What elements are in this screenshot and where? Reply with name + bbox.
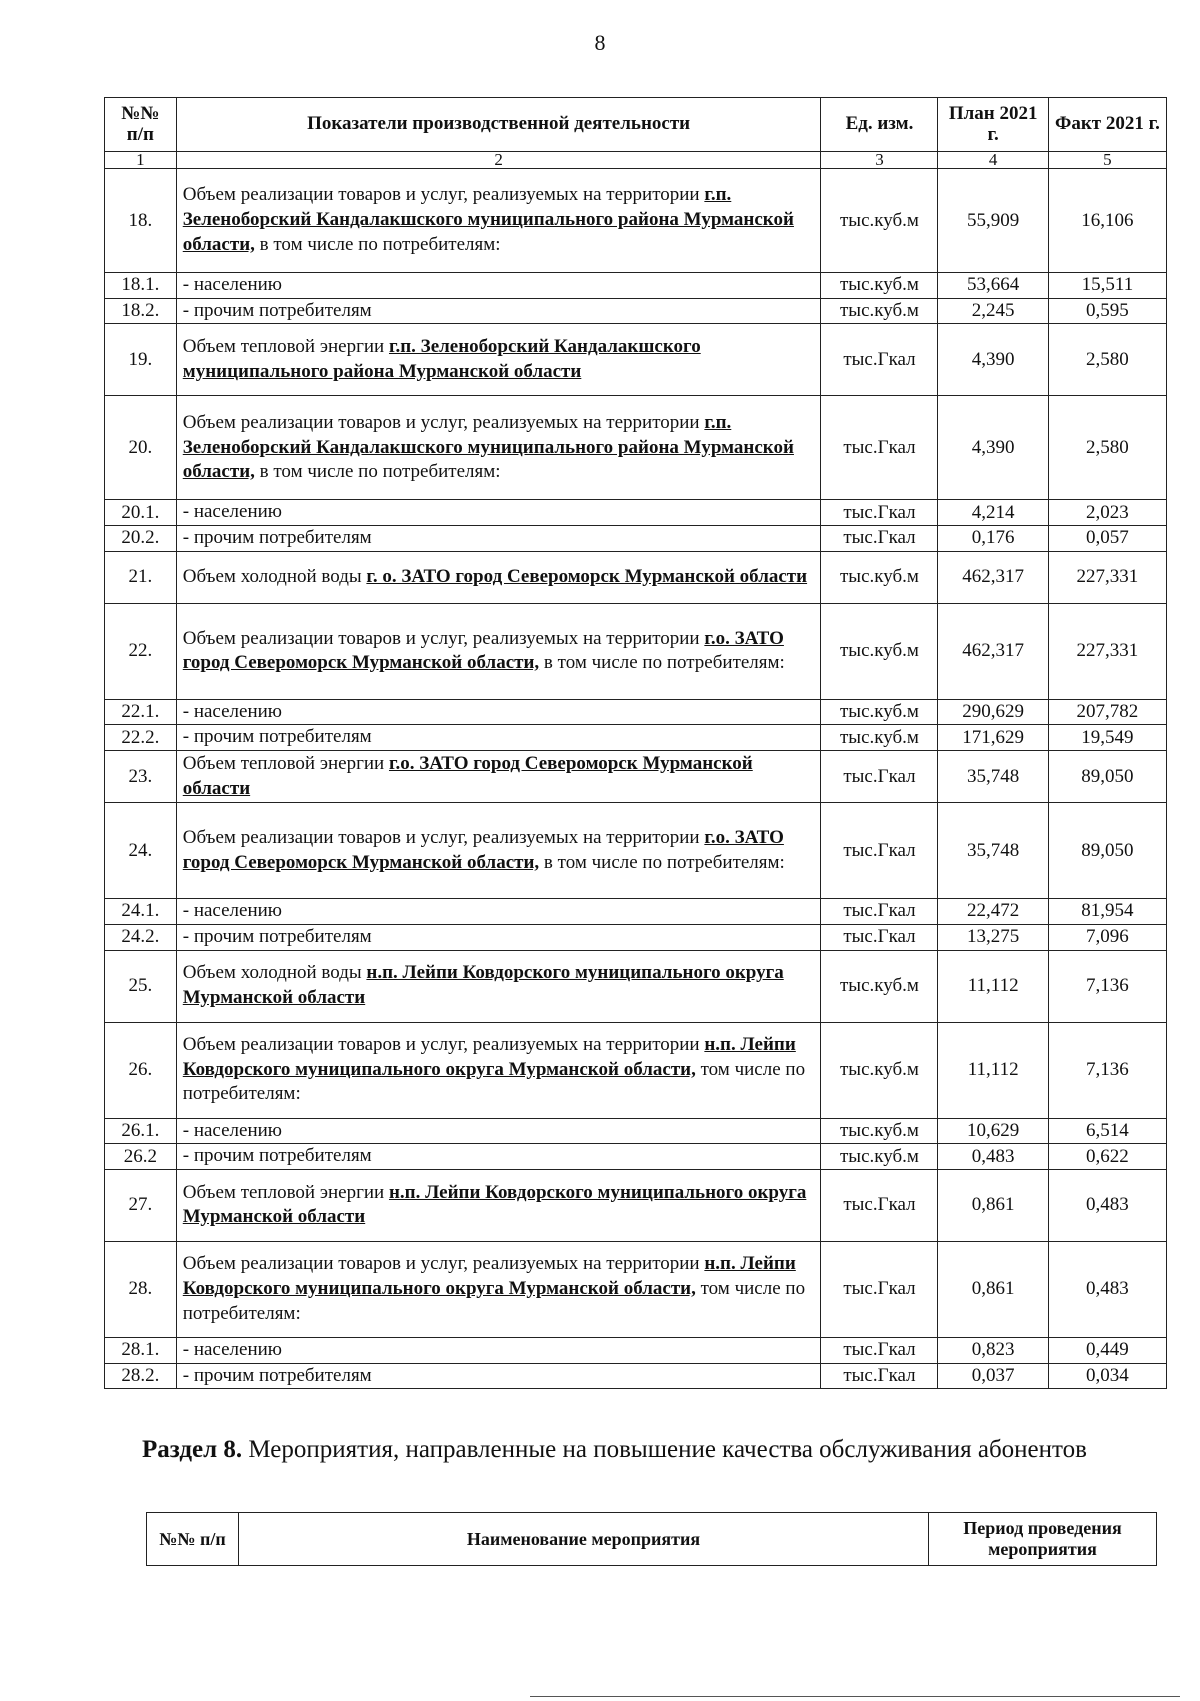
row-unit: тыс.куб.м: [821, 603, 938, 699]
row-plan: 35,748: [938, 803, 1048, 899]
table-row: [105, 273, 1167, 299]
row-number: 26.2: [105, 1144, 177, 1170]
row-indicator: [176, 1118, 821, 1144]
row-fact: 15,511: [1048, 273, 1166, 299]
row-indicator: [176, 803, 821, 899]
row-indicator: [176, 1022, 821, 1118]
row-indicator: [176, 1337, 821, 1363]
row-unit: тыс.куб.м: [821, 1144, 938, 1170]
indicator-tail: том числе по потребителям:: [182, 1058, 806, 1105]
row-unit: тыс.куб.м: [821, 169, 938, 273]
row-fact: 19,549: [1048, 725, 1166, 751]
header-indicator: Показатели производственной деятельности: [176, 98, 821, 152]
row-indicator: [176, 1241, 821, 1337]
row-unit: тыс.куб.м: [821, 298, 938, 324]
row-fact: 0,622: [1048, 1144, 1166, 1170]
column-index: 2: [176, 152, 821, 169]
measures-header-num: №№ п/п: [147, 1513, 239, 1566]
indicator-text: - населению: [182, 900, 282, 922]
row-unit: тыс.куб.м: [821, 1118, 938, 1144]
row-plan: 462,317: [938, 603, 1048, 699]
column-index: 3: [821, 152, 938, 169]
indicator-territory: г.о. ЗАТО город Североморск Мурманской области,: [182, 826, 784, 873]
row-plan: 35,748: [938, 751, 1048, 803]
indicator-text: Объем реализации товаров и услуг, реализуемых на территории: [182, 184, 705, 206]
table-header-row: [105, 98, 1167, 152]
row-indicator: [176, 324, 821, 396]
row-indicator: [176, 899, 821, 925]
row-plan: 0,037: [938, 1363, 1048, 1389]
indicator-territory: г.п. Зеленоборский Кандалакшского муниципального района Мурманской области: [182, 336, 701, 382]
row-indicator: [176, 603, 821, 699]
table-row: [105, 526, 1167, 552]
row-number: 24.: [105, 803, 177, 899]
indicator-territory: г.о. ЗАТО город Североморск Мурманской области,: [182, 627, 784, 674]
table-row: [105, 500, 1167, 526]
row-indicator: [176, 1363, 821, 1389]
row-fact: 0,057: [1048, 526, 1166, 552]
row-unit: тыс.куб.м: [821, 950, 938, 1022]
table-row: [105, 725, 1167, 751]
table-row: [105, 1144, 1167, 1170]
indicator-territory: г.п. Зеленоборский Кандалакшского муниципального района Мурманской области,: [182, 184, 794, 255]
row-indicator: [176, 526, 821, 552]
measures-header-row: [147, 1513, 1157, 1566]
footer-rule: [530, 1696, 1180, 1697]
row-fact: 81,954: [1048, 899, 1166, 925]
indicator-text: - населению: [182, 501, 282, 523]
row-unit: тыс.Гкал: [821, 803, 938, 899]
indicator-tail: в том числе по потребителям:: [539, 851, 785, 873]
row-number: 27.: [105, 1169, 177, 1241]
row-plan: 55,909: [938, 169, 1048, 273]
row-unit: тыс.Гкал: [821, 526, 938, 552]
row-fact: 2,580: [1048, 396, 1166, 500]
row-indicator: [176, 699, 821, 725]
indicator-text: Объем реализации товаров и услуг, реализуемых на территории: [182, 627, 705, 649]
row-fact: 7,136: [1048, 1022, 1166, 1118]
row-plan: 11,112: [938, 1022, 1048, 1118]
row-indicator: [176, 273, 821, 299]
indicator-text: Объем реализации товаров и услуг, реализуемых на территории: [182, 1253, 705, 1275]
row-plan: 0,176: [938, 526, 1048, 552]
table-row: [105, 1022, 1167, 1118]
measures-header-period: Период проведения мероприятия: [929, 1513, 1157, 1566]
indicator-text: - прочим потребителям: [182, 299, 372, 321]
indicator-text: - прочим потребителям: [182, 527, 372, 549]
indicator-territory: г.п. Зеленоборский Кандалакшского муниципального района Мурманской области,: [182, 411, 794, 483]
row-plan: 10,629: [938, 1118, 1048, 1144]
indicator-text: - населению: [182, 274, 282, 295]
row-fact: 89,050: [1048, 751, 1166, 803]
row-number: 22.: [105, 603, 177, 699]
row-number: 26.: [105, 1022, 177, 1118]
column-index: 1: [105, 152, 177, 169]
row-unit: тыс.Гкал: [821, 924, 938, 950]
indicator-text: - прочим потребителям: [182, 1364, 372, 1386]
header-plan: План 2021 г.: [938, 98, 1048, 152]
row-unit: тыс.Гкал: [821, 1337, 938, 1363]
indicator-territory: н.п. Лейпи Ковдорского муниципального округа Мурманской области,: [182, 1253, 796, 1300]
row-number: 23.: [105, 751, 177, 803]
indicator-text: - прочим потребителям: [182, 1145, 372, 1167]
row-plan: 0,823: [938, 1337, 1048, 1363]
row-number: 20.: [105, 396, 177, 500]
production-indicators-table: [104, 97, 1167, 1389]
row-indicator: [176, 396, 821, 500]
table-row: [105, 396, 1167, 500]
row-unit: тыс.Гкал: [821, 899, 938, 925]
row-fact: 16,106: [1048, 169, 1166, 273]
section-8-title: [142, 1433, 1142, 1467]
row-fact: 0,034: [1048, 1363, 1166, 1389]
row-plan: 171,629: [938, 725, 1048, 751]
row-plan: 2,245: [938, 298, 1048, 324]
row-number: 28.1.: [105, 1337, 177, 1363]
table-row: [105, 298, 1167, 324]
table-row: [105, 603, 1167, 699]
row-unit: тыс.Гкал: [821, 1169, 938, 1241]
row-number: 28.2.: [105, 1363, 177, 1389]
indicator-text: - прочим потребителям: [182, 726, 372, 748]
row-fact: 6,514: [1048, 1118, 1166, 1144]
row-number: 25.: [105, 950, 177, 1022]
column-index-row: [105, 152, 1167, 169]
row-fact: 2,580: [1048, 324, 1166, 396]
row-fact: 0,483: [1048, 1169, 1166, 1241]
row-number: 24.2.: [105, 924, 177, 950]
row-unit: тыс.Гкал: [821, 324, 938, 396]
row-indicator: [176, 725, 821, 751]
row-indicator: [176, 169, 821, 273]
indicator-territory: г.о. ЗАТО город Североморск Мурманской области: [182, 752, 753, 799]
header-unit: Ед. изм.: [821, 98, 938, 152]
indicator-tail: в том числе по потребителям:: [254, 461, 501, 483]
row-unit: тыс.Гкал: [821, 500, 938, 526]
row-fact: 227,331: [1048, 551, 1166, 603]
row-unit: тыс.куб.м: [821, 551, 938, 603]
indicator-text: Объем тепловой энергии: [182, 336, 389, 358]
header-num: №№ п/п: [105, 98, 177, 152]
table-row: [105, 1363, 1167, 1389]
row-plan: 11,112: [938, 950, 1048, 1022]
row-unit: тыс.куб.м: [821, 725, 938, 751]
table-row: [105, 699, 1167, 725]
row-plan: 0,861: [938, 1169, 1048, 1241]
indicator-tail: том числе по потребителям:: [182, 1278, 806, 1324]
table-row: [105, 1169, 1167, 1241]
page-number: 8: [594, 30, 606, 55]
indicator-territory: н.п. Лейпи Ковдорского муниципального округа Мурманской области: [182, 962, 784, 1008]
section-8-heading: Мероприятия, направленные на повышение качества обслуживания абонентов: [242, 1436, 1087, 1463]
row-unit: тыс.Гкал: [821, 396, 938, 500]
row-unit: тыс.Гкал: [821, 1241, 938, 1337]
row-number: 20.1.: [105, 500, 177, 526]
row-number: 24.1.: [105, 899, 177, 925]
table-row: [105, 751, 1167, 803]
row-number: 18.: [105, 169, 177, 273]
row-number: 19.: [105, 324, 177, 396]
row-indicator: [176, 1144, 821, 1170]
row-plan: 0,483: [938, 1144, 1048, 1170]
table-row: [105, 324, 1167, 396]
row-unit: тыс.куб.м: [821, 273, 938, 299]
row-fact: 7,096: [1048, 924, 1166, 950]
row-number: 22.1.: [105, 699, 177, 725]
row-number: 18.2.: [105, 298, 177, 324]
table-row: [105, 950, 1167, 1022]
row-fact: 0,449: [1048, 1337, 1166, 1363]
row-unit: тыс.куб.м: [821, 699, 938, 725]
row-number: 20.2.: [105, 526, 177, 552]
indicator-tail: в том числе по потребителям:: [539, 652, 785, 674]
indicator-tail: в том числе по потребителям:: [254, 233, 501, 255]
row-fact: 207,782: [1048, 699, 1166, 725]
indicator-territory: н.п. Лейпи Ковдорского муниципального округа Мурманской области: [182, 1181, 807, 1228]
row-number: 26.1.: [105, 1118, 177, 1144]
indicator-text: Объем реализации товаров и услуг, реализуемых на территории: [182, 411, 705, 433]
row-fact: 2,023: [1048, 500, 1166, 526]
row-plan: 4,214: [938, 500, 1048, 526]
row-unit: тыс.Гкал: [821, 751, 938, 803]
indicator-text: Объем тепловой энергии: [182, 1181, 389, 1203]
table-row: [105, 924, 1167, 950]
indicator-text: - населению: [182, 1338, 282, 1360]
row-fact: 0,595: [1048, 298, 1166, 324]
row-fact: 0,483: [1048, 1241, 1166, 1337]
table-row: [105, 803, 1167, 899]
row-indicator: [176, 950, 821, 1022]
row-plan: 4,390: [938, 324, 1048, 396]
table-row: [105, 899, 1167, 925]
row-number: 18.1.: [105, 273, 177, 299]
indicator-text: Объем холодной воды: [182, 565, 367, 587]
row-indicator: [176, 298, 821, 324]
table-row: [105, 1118, 1167, 1144]
header-fact: Факт 2021 г.: [1048, 98, 1166, 152]
indicator-text: Объем холодной воды: [182, 962, 367, 984]
row-plan: 22,472: [938, 899, 1048, 925]
row-number: 21.: [105, 551, 177, 603]
indicator-text: - населению: [182, 700, 282, 722]
row-number: 28.: [105, 1241, 177, 1337]
row-indicator: [176, 1169, 821, 1241]
row-plan: 290,629: [938, 699, 1048, 725]
indicator-territory: г. о. ЗАТО город Североморск Мурманской области: [366, 565, 808, 587]
table-row: [105, 169, 1167, 273]
row-indicator: [176, 751, 821, 803]
indicator-text: Объем реализации товаров и услуг, реализуемых на территории: [182, 1033, 705, 1055]
row-fact: 7,136: [1048, 950, 1166, 1022]
table-row: [105, 1241, 1167, 1337]
indicator-text: Объем тепловой энергии: [182, 752, 389, 774]
indicator-text: - населению: [182, 1119, 282, 1141]
row-fact: 227,331: [1048, 603, 1166, 699]
row-indicator: [176, 551, 821, 603]
table-row: [105, 551, 1167, 603]
column-index: 4: [938, 152, 1048, 169]
row-plan: 462,317: [938, 551, 1048, 603]
section-8-label: Раздел 8.: [142, 1436, 243, 1463]
table-row: [105, 1337, 1167, 1363]
row-unit: тыс.куб.м: [821, 1022, 938, 1118]
indicator-territory: н.п. Лейпи Ковдорского муниципального округа Мурманской области,: [182, 1033, 796, 1080]
column-index: 5: [1048, 152, 1166, 169]
indicator-text: Объем реализации товаров и услуг, реализуемых на территории: [182, 826, 705, 848]
indicator-text: - прочим потребителям: [182, 925, 372, 947]
measures-header-name: Наименование мероприятия: [239, 1513, 929, 1566]
row-fact: 89,050: [1048, 803, 1166, 899]
row-plan: 13,275: [938, 924, 1048, 950]
row-plan: 4,390: [938, 396, 1048, 500]
row-unit: тыс.Гкал: [821, 1363, 938, 1389]
row-indicator: [176, 500, 821, 526]
row-plan: 53,664: [938, 273, 1048, 299]
row-plan: 0,861: [938, 1241, 1048, 1337]
row-number: 22.2.: [105, 725, 177, 751]
row-indicator: [176, 924, 821, 950]
measures-table: [146, 1512, 1157, 1566]
